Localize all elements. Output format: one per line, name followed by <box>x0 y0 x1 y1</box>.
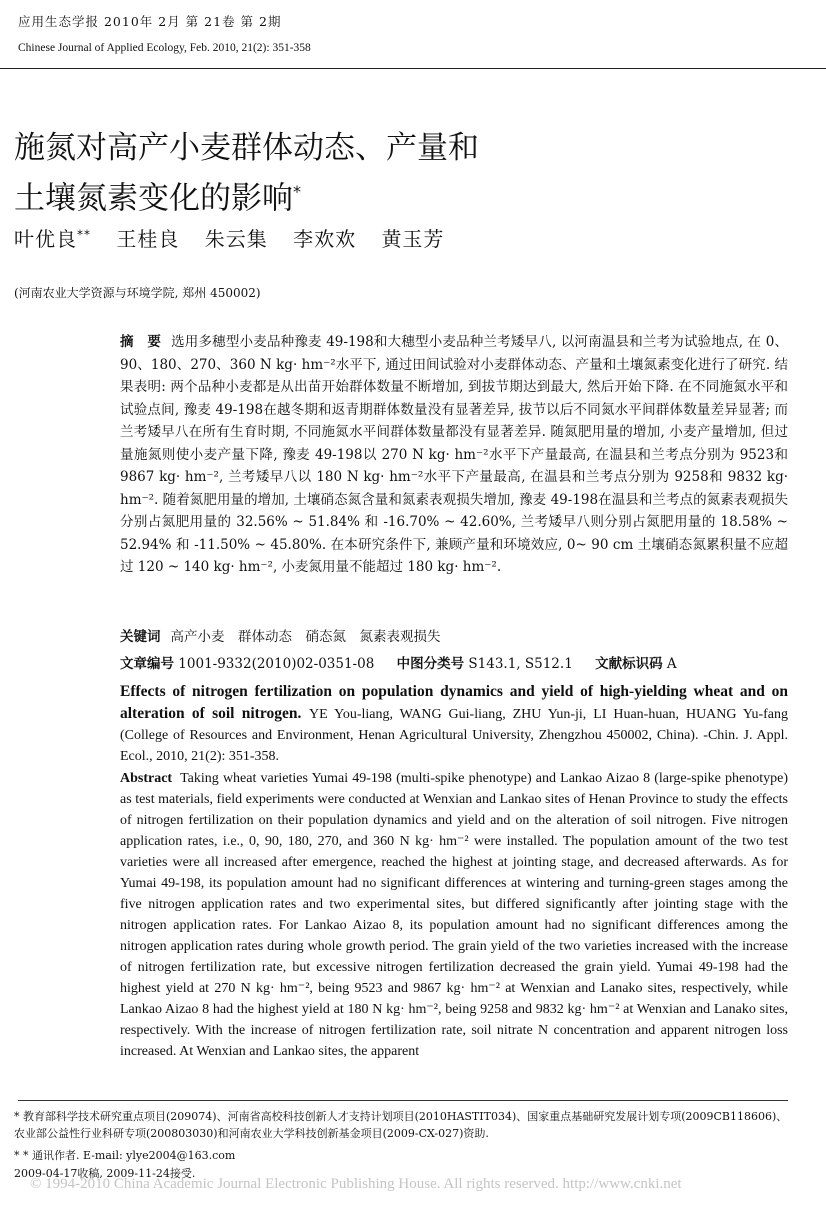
doc-code: A <box>666 656 677 672</box>
journal-header-en: Chinese Journal of Applied Ecology, Feb. 2010, 21(2): 351-358 <box>18 42 311 54</box>
english-title-block <box>120 681 788 767</box>
english-title: Effects of nitrogen fertilization on population dynamics and yield of high-yielding wheat and on alteration of soil nitrogen. <box>120 683 788 722</box>
title-line-2: 土壤氮素变化的影响* <box>14 180 301 217</box>
author: 朱云集 <box>204 227 268 251</box>
keywords-label: 关键词 <box>120 629 161 645</box>
clc-label: 中图分类号 <box>396 656 465 672</box>
title-line-1: 施氮对高产小麦群体动态、产量和 <box>14 130 479 166</box>
abstract-cn-text: 选用多穗型小麦品种豫麦 49-198和大穗型小麦品种兰考矮早八, 以河南温县和兰考为试验地点, 在 0、90、180、270、360 N kg· hm⁻²水平下, 通过田间试验对小麦群体动态、产量和土壤氮素变化进行了研究. 结果表明: 两个品种小麦都是从出苗开始群体数量不断增加, 到拔节期达到最大, 然后开始下降. 在不同施氮水平和试验点间, 豫麦 49-198在越冬期和返青期群体数量没有显著差异, 拔节以后不同氮水平间群体数量差异显著; 而兰考矮早八在所有生育时期, 不同施氮水平间群体数量都没有显著差异. 随氮肥用量的增加, 小麦产量增加, 但过量施氮则使小麦产量下降, 豫麦 49-198以 270 N kg· hm⁻²水平下产量最高, 在温县和兰考点分别为 9523和 9867 kg· hm⁻², 兰考矮早八以 180 N kg· hm⁻²水平下产量最高, 在温县和兰考点分别为 9258和 9832 kg· hm⁻². 随着氮肥用量的增加, 土壤硝态氮含量和氮素表观损失增加, 豫麦 49-198在温县和兰考点的氮素表观损失分别占氮肥用量的 32.56% ~ 51.84% 和 -16.70% ~ 42.60%, 兰考矮早八则分别占氮肥用量的 18.58% ~ 52.94% 和 -11.50% ~ 45.80%. 在本研究条件下, 兼顾产量和环境效应, 0~ 90 cm 土壤硝态氮累积量不应超过 120 ~ 140 kg· hm⁻², 小麦氮用量不能超过 180 kg· hm⁻². <box>120 334 789 575</box>
classification-line <box>120 653 788 676</box>
footnote-contact: * * 通讯作者. E-mail: ylye2004@163.com <box>14 1149 236 1162</box>
abstract-cn <box>120 331 788 579</box>
abstract-en-label: Abstract <box>120 771 173 786</box>
corresponding-author-mark: ** <box>77 227 91 242</box>
article-no: 1001-9332(2010)02-0351-08 <box>178 656 375 672</box>
author-list <box>14 223 462 252</box>
footnote-dates: 2009-04-17收稿, 2009-11-24接受. <box>14 1167 196 1180</box>
author: 黄玉芳 <box>381 227 445 251</box>
keywords-cn <box>120 626 788 649</box>
author: 王桂良 <box>116 227 180 251</box>
footnote-fund: * 教育部科学技术研究重点项目(209074)、河南省高校科技创新人才支持计划项目(2010HASTIT034)、国家重点基础研究发展计划专项(2009CB118606)、农业部公益性行业科研专项(200803030)和河南农业大学科技创新基金项目(2009-CX-027)资助. <box>14 1110 788 1140</box>
english-citation: YE You-liang, WANG Gui-liang, ZHU Yun-ji, LI Huan-huan, HUANG Yu-fang (College of Resources and Environment, Henan Agricultural University, Zhengzhou 450002, China). -Chin. J. Appl. Ecol., 2010, 21(2): 351-358. <box>120 707 789 764</box>
abstract-en-text: Taking wheat varieties Yumai 49-198 (multi-spike phenotype) and Lankao Aizao 8 (large-spike phenotype) as test materials, field experiments were conducted at Wenxian and Lankao sites of Henan Province to study the effects of nitrogen fertilization on their population dynamics and yield and on the alteration of soil nitrogen. Five nitrogen application rates, i.e., 0, 90, 180, 270, and 360 N kg· hm⁻² were installed. The population amount of the two test varieties were all increased after emergence, reached the highest at jointing stage, and decreased afterwards. As for Yumai 49-198, its population amount had no significant differences at wintering and turning-green stages among the five nitrogen application rates and two experimental sites, but differed significantly after jointing stage with the nitrogen application rates. For Lankao Aizao 8, its population amount had no significant differences among the nitrogen application rates during whole growth period. The grain yield of the two varieties increased with the increase of nitrogen fertilization rate, but excessive nitrogen fertilization decreased the grain yield. Yumai 49-198 had the highest yield at 270 N kg· hm⁻², being 9523 and 9867 kg· hm⁻² at Wenxian and Lanako sites, respectively, while Lankao Aizao 8 had the highest yield at 180 N kg· hm⁻², being 9258 and 9832 kg· hm⁻² at Wenxian and Lanako sites, respectively. With the increase of nitrogen fertilization rate, soil nitrate N concentration and apparent nitrogen loss increased. At Wenxian and Lankao sites, the apparent <box>120 771 788 1059</box>
clc-code: S143.1, S512.1 <box>468 656 573 672</box>
title-footnote-mark: * <box>293 182 301 201</box>
author: 叶优良** <box>14 227 91 251</box>
journal-header-cn: 应用生态学报 2010年 2月 第 21卷 第 2期 <box>18 14 282 29</box>
author: 李欢欢 <box>293 227 357 251</box>
affiliation: (河南农业大学资源与环境学院, 郑州 450002) <box>14 286 261 300</box>
abstract-en <box>120 768 788 1062</box>
header-rule <box>0 68 826 69</box>
copyright-watermark: © 1994-2010 China Academic Journal Electronic Publishing House. All rights reserved. http://www.cnki.net <box>30 1176 682 1192</box>
doc-code-label: 文献标识码 <box>595 656 663 672</box>
footnote-rule <box>18 1100 788 1101</box>
abstract-cn-label: 摘 要 <box>120 334 162 350</box>
article-title <box>14 126 714 220</box>
article-no-label: 文章编号 <box>120 656 174 672</box>
keywords-text: 高产小麦 群体动态 硝态氮 氮素表观损失 <box>170 629 441 645</box>
